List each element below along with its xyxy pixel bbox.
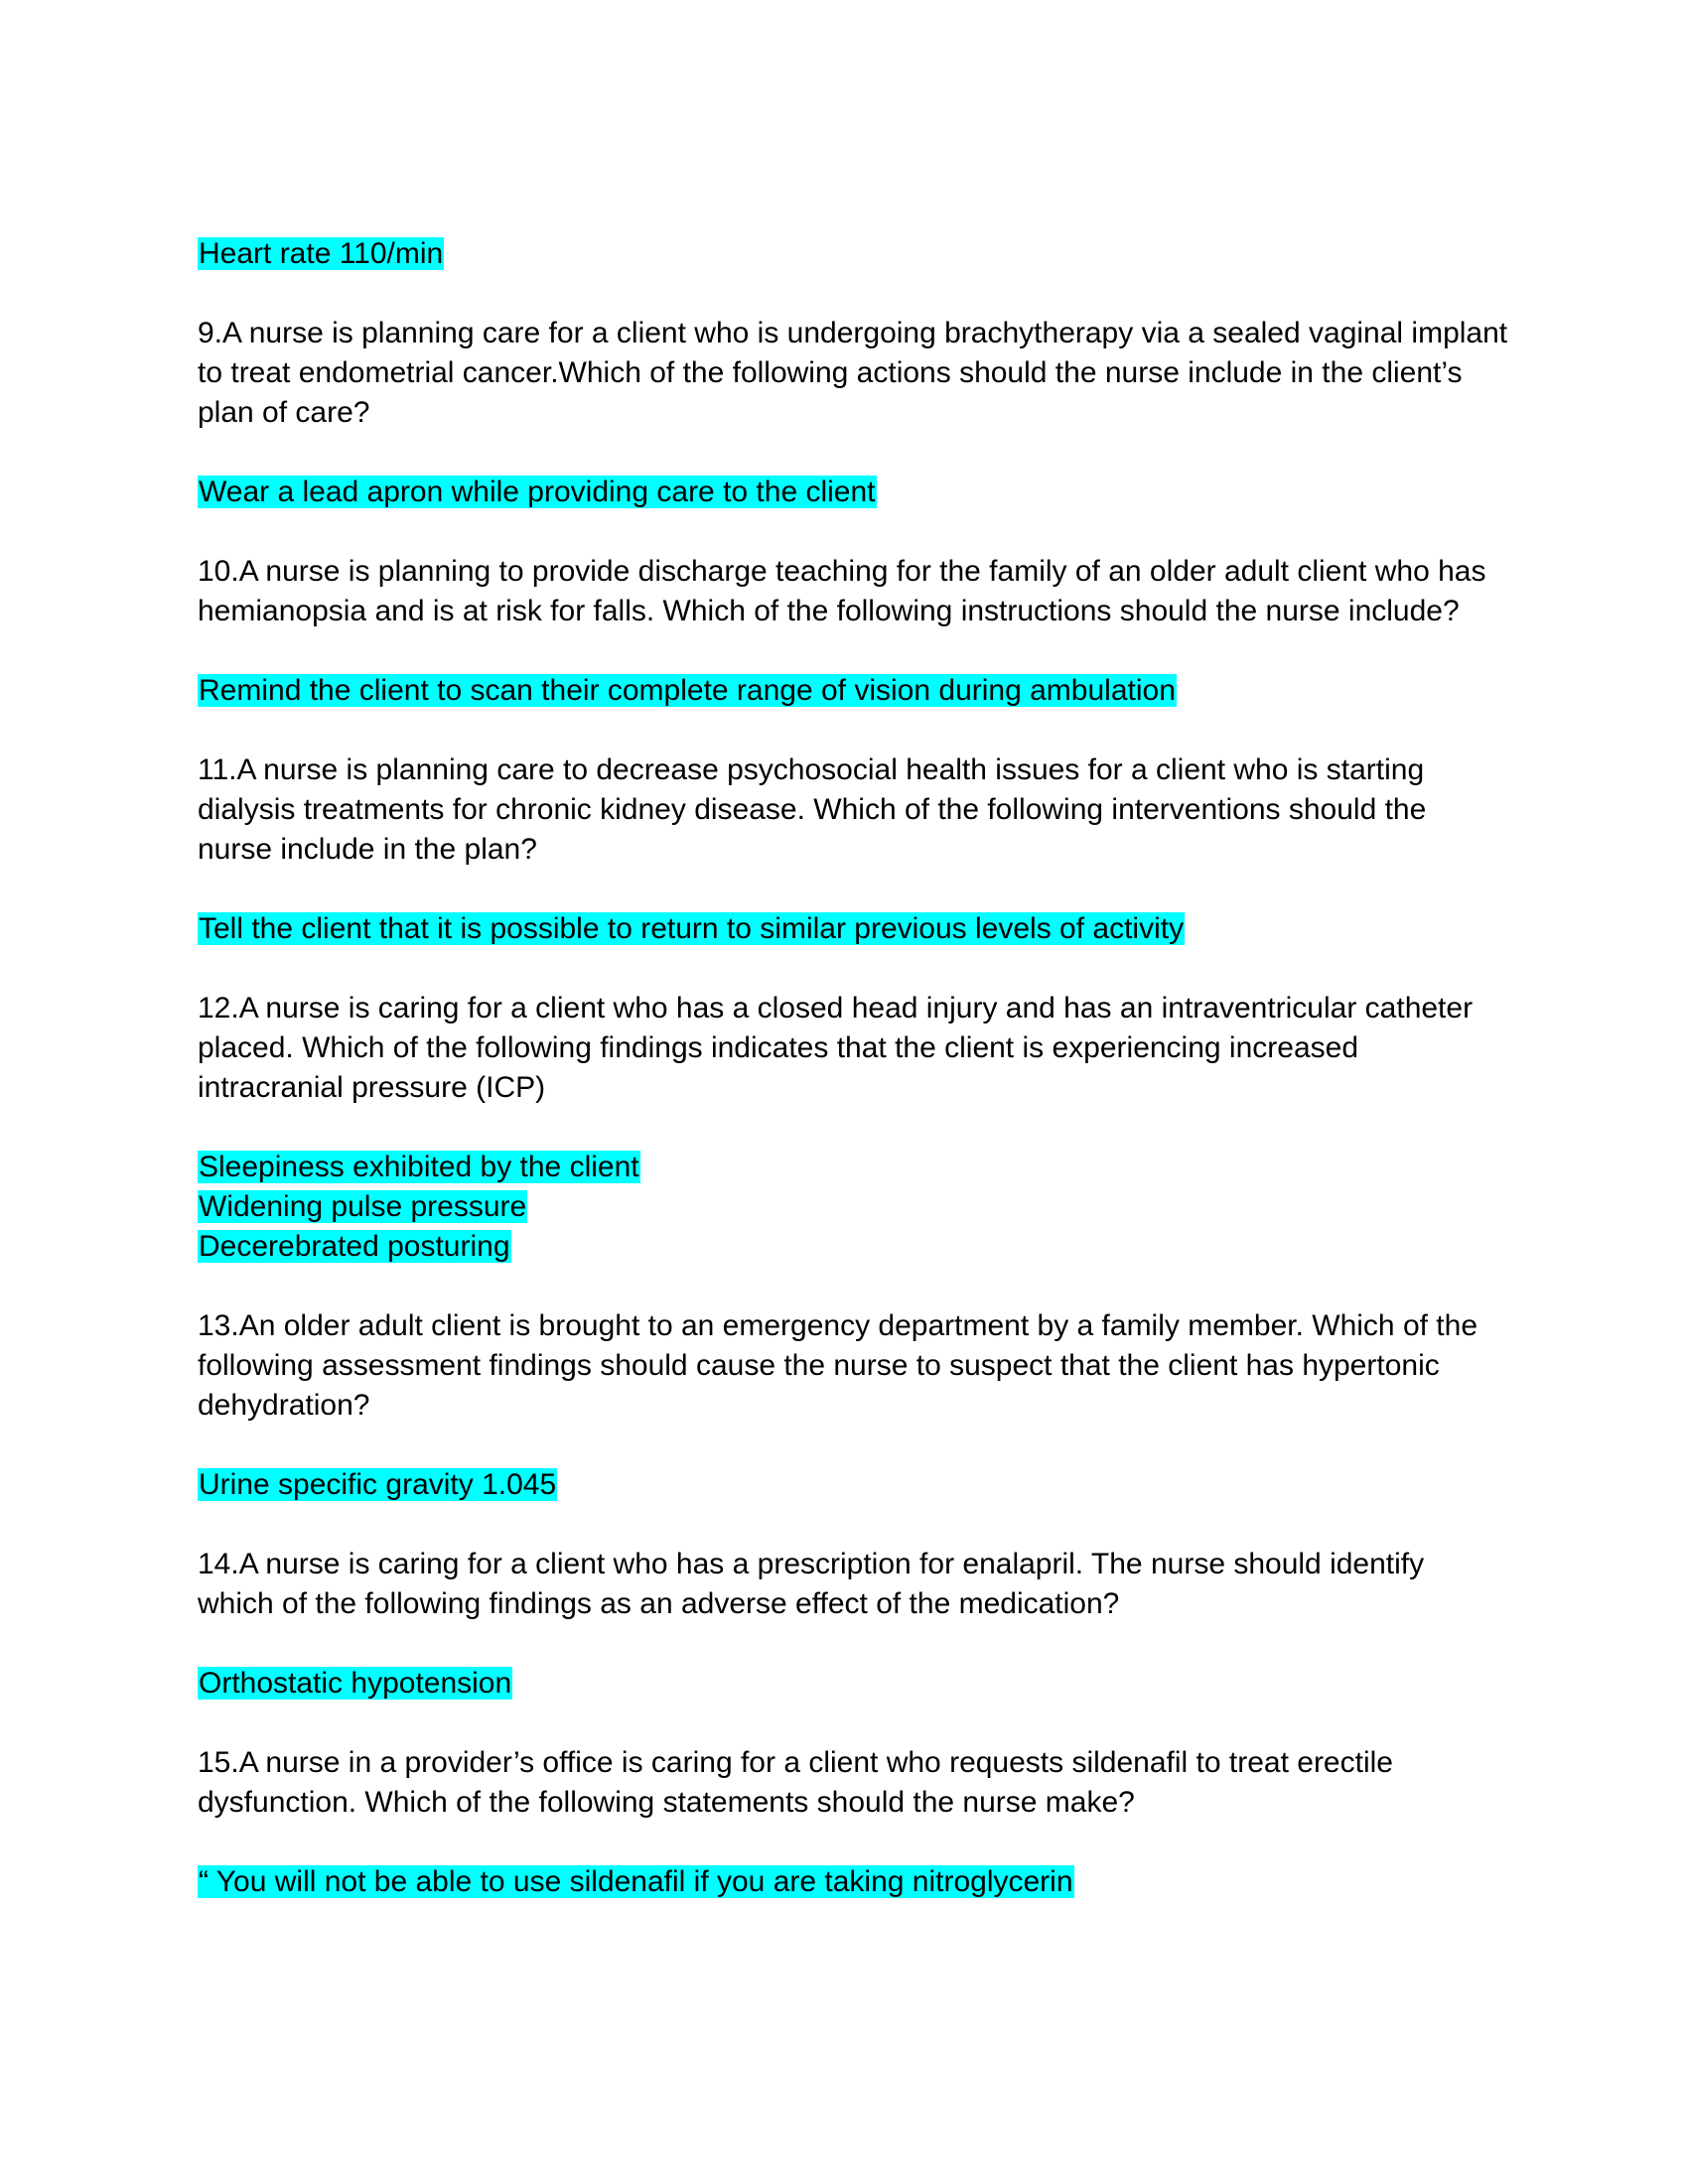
highlighted-answer: Decerebrated posturing: [199, 1230, 510, 1263]
highlighted-answer: Remind the client to scan their complete range of vision during ambulation: [199, 674, 1176, 707]
question-block-11: [198, 751, 1508, 949]
question-text: 14.A nurse is caring for a client who has a prescription for enalapril. The nurse should identify which of the following findings as an adverse effect of the medication?: [198, 1548, 1425, 1620]
highlighted-answer: Urine specific gravity 1.045: [199, 1468, 557, 1501]
answer-list: [198, 473, 1508, 512]
question-text: 11.A nurse is planning care to decrease psychosocial health issues for a client who is starting dialysis treatments for chronic kidney disease. Which of the following interventions should the nurse include in the plan?: [198, 753, 1427, 866]
highlighted-answer: Tell the client that it is possible to return to similar previous levels of activity: [199, 912, 1185, 945]
question-text: 10.A nurse is planning to provide discharge teaching for the family of an older adult client who has hemianopsia and is at risk for falls. Which of the following instructions should the nurse include?: [198, 555, 1486, 627]
highlighted-answer: Widening pulse pressure: [199, 1190, 527, 1223]
question-block-9: [198, 314, 1508, 512]
highlighted-answer: “ You will not be able to use sildenafil if you are taking nitroglycerin: [199, 1865, 1073, 1898]
question-text: 13.An older adult client is brought to an emergency department by a family member. Which of the following assessment findings should cause the nurse to suspect that the client has hypertonic dehydration?: [198, 1309, 1478, 1422]
question-block-14: [198, 1545, 1508, 1704]
lead-answer-block: [198, 234, 1508, 274]
answer-list: [198, 1664, 1508, 1704]
question-block-15: [198, 1743, 1508, 1902]
answer-list: [198, 1862, 1508, 1902]
question-block-10: [198, 552, 1508, 711]
question-block-13: [198, 1306, 1508, 1505]
highlighted-answer: Sleepiness exhibited by the client: [199, 1151, 639, 1183]
answer-list: [198, 909, 1508, 949]
question-text: 9.A nurse is planning care for a client who is undergoing brachytherapy via a sealed vaginal implant to treat endometrial cancer.Which of the following actions should the nurse include in the client’s plan of care?: [198, 317, 1508, 429]
highlighted-answer: Orthostatic hypotension: [199, 1667, 512, 1700]
question-text: 15.A nurse in a provider’s office is caring for a client who requests sildenafil to treat erectile dysfunction. Which of the following statements should the nurse make?: [198, 1746, 1393, 1819]
answer-list: [198, 671, 1508, 711]
answer-list: [198, 1148, 1508, 1267]
highlighted-answer: Wear a lead apron while providing care to the client: [199, 476, 876, 508]
document-page: [198, 234, 1508, 1942]
highlighted-answer: Heart rate 110/min: [199, 237, 444, 270]
answer-list: [198, 1465, 1508, 1505]
question-text: 12.A nurse is caring for a client who has a closed head injury and has an intraventricular catheter placed. Which of the following findings indicates that the client is experiencing increased intracranial pressure (ICP): [198, 992, 1474, 1104]
question-block-12: [198, 989, 1508, 1267]
